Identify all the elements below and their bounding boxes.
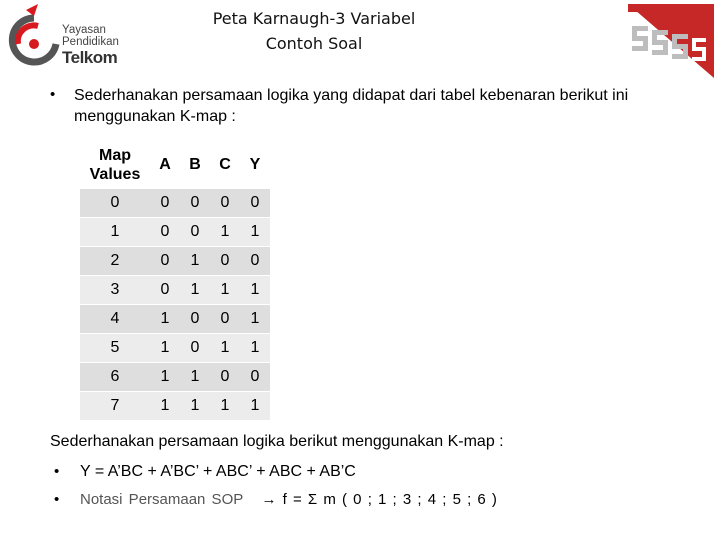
title-line1: Peta Karnaugh-3 Variabel [212, 9, 416, 28]
bullet-icon: • [50, 86, 56, 103]
table-cell: 2 [80, 247, 150, 276]
table-cell: 1 [210, 218, 240, 247]
corner-logo-icon [628, 4, 714, 78]
table-row [80, 363, 270, 392]
table-cell: 1 [80, 218, 150, 247]
table-row [80, 189, 270, 218]
table-cell: 0 [240, 189, 270, 218]
table-cell: 0 [180, 218, 210, 247]
table-cell: 0 [80, 189, 150, 218]
page-title [180, 6, 448, 56]
equation-text: Y = A’BC + A’BC’ + ABC’ + ABC + AB’C [80, 463, 356, 480]
table-cell: 1 [180, 247, 210, 276]
table-row [80, 218, 270, 247]
summary-text: Sederhanakan persamaan logika berikut menggunakan K-map : [50, 433, 504, 450]
table-cell: 1 [180, 363, 210, 392]
logo-line3: Telkom [62, 48, 118, 67]
table-cell: 1 [150, 363, 180, 392]
table-cell: 0 [180, 305, 210, 334]
table-row [80, 247, 270, 276]
table-cell: 1 [210, 276, 240, 305]
yayasan-pendidikan-telkom-logo [4, 4, 154, 74]
header-y: Y [240, 142, 270, 189]
table-row [80, 276, 270, 305]
table-row [80, 305, 270, 334]
telkom-emblem-icon [4, 4, 62, 74]
table-cell: 7 [80, 392, 150, 421]
table-cell: 5 [80, 334, 150, 363]
title-line2: Contoh Soal [265, 34, 363, 53]
table-cell: 4 [80, 305, 150, 334]
arrow-icon: → [261, 491, 277, 508]
table-cell: 1 [180, 392, 210, 421]
table-cell: 0 [180, 189, 210, 218]
table-cell: 0 [210, 305, 240, 334]
table-cell: 0 [210, 189, 240, 218]
truth-table [80, 142, 270, 420]
header-map-values: Map Values [80, 142, 150, 189]
table-cell: 1 [210, 334, 240, 363]
sop-label: Notasi Persamaan SOP [80, 491, 243, 508]
header-a: A [150, 142, 180, 189]
table-cell: 1 [240, 218, 270, 247]
sop-notation [80, 491, 497, 508]
table-cell: 1 [180, 276, 210, 305]
table-cell: 1 [210, 392, 240, 421]
table-cell: 1 [240, 276, 270, 305]
table-cell: 1 [240, 305, 270, 334]
table-cell: 1 [240, 334, 270, 363]
table-cell: 0 [210, 363, 240, 392]
logo-text [62, 24, 119, 67]
sop-formula: f = Σ m ( 0 ; 1 ; 3 ; 4 ; 5 ; 6 ) [282, 491, 497, 508]
table-cell: 1 [150, 305, 180, 334]
table-cell: 0 [150, 247, 180, 276]
table-cell: 1 [240, 392, 270, 421]
table-cell: 0 [240, 363, 270, 392]
header-b: B [180, 142, 210, 189]
logo-line1: Yayasan [62, 24, 106, 36]
table-cell: 1 [150, 392, 180, 421]
table-cell: 0 [180, 334, 210, 363]
table-cell: 0 [150, 276, 180, 305]
table-cell: 6 [80, 363, 150, 392]
table-cell: 3 [80, 276, 150, 305]
table-row [80, 334, 270, 363]
header-c: C [210, 142, 240, 189]
table-cell: 0 [150, 218, 180, 247]
table-cell: 0 [240, 247, 270, 276]
table-row [80, 392, 270, 421]
table-header-row [80, 142, 270, 189]
table-cell: 1 [150, 334, 180, 363]
table-cell: 0 [210, 247, 240, 276]
logo-line2: Pendidikan [62, 36, 119, 48]
table-cell: 0 [150, 189, 180, 218]
bullet-icon: • [54, 491, 60, 508]
intro-text: Sederhanakan persamaan logika yang didapat dari tabel kebenaran berikut ini menggunakan K-map : [74, 87, 629, 125]
bullet-icon: • [54, 463, 60, 480]
